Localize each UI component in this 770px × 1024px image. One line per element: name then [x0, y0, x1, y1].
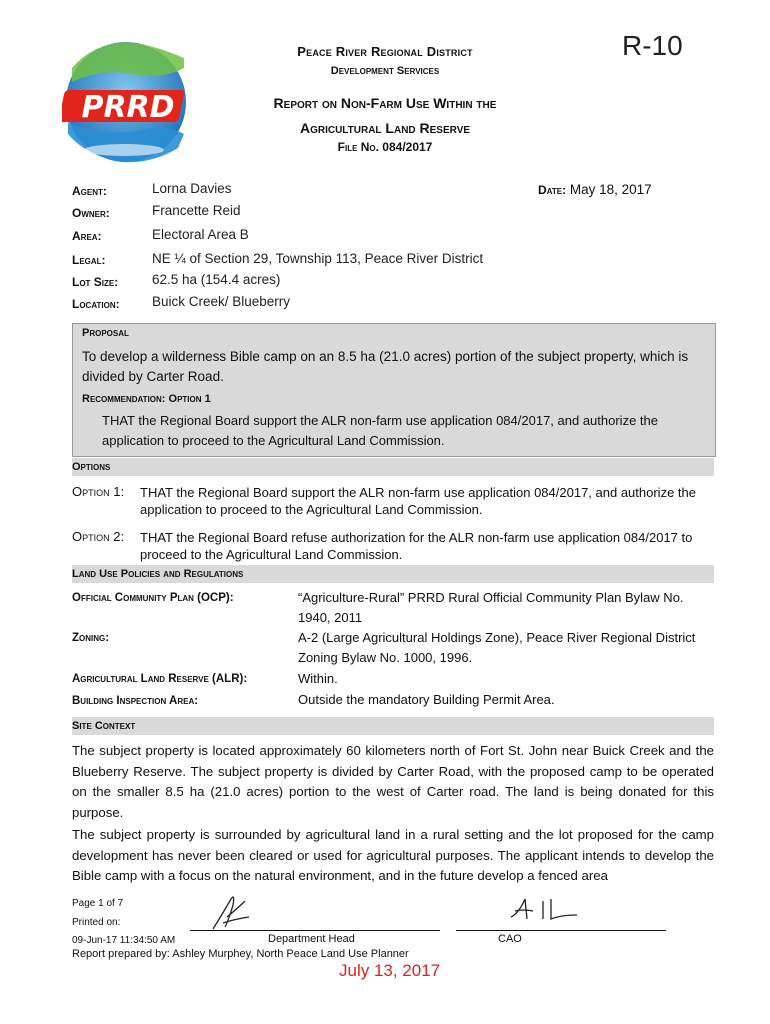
legal-value: NE ¼ of Section 29, Township 113, Peace River District	[152, 251, 484, 266]
option2-label: Option 2:	[72, 529, 125, 544]
department-head-signature	[205, 893, 265, 933]
org-name: Peace River Regional District	[297, 44, 473, 59]
date-label: Date:	[538, 183, 567, 197]
bia-value: Outside the mandatory Building Permit Area.	[298, 692, 555, 707]
zoning-value: A-2 (Large Agricultural Holdings Zone), Peace River Regional District Zoning Bylaw No. 1000, 1996.	[298, 630, 696, 665]
report-title-line1: Report on Non-Farm Use Within the	[273, 95, 497, 111]
stamp-date: July 13, 2017	[339, 961, 441, 980]
site-context-bar	[72, 717, 714, 735]
bia-label: Building Inspection Area:	[72, 695, 199, 707]
file-number: File No. 084/2017	[337, 140, 433, 154]
owner-label: Owner:	[72, 206, 110, 220]
area-value: Electoral Area B	[152, 227, 249, 242]
page-number: Page 1 of 7	[72, 898, 124, 909]
recommendation-text: THAT the Regional Board support the ALR non-farm use application 084/2017, and authorize the application to proceed to the Agricultural Land Commission.	[102, 413, 658, 448]
cao-signature	[505, 895, 595, 925]
legal-label: Legal:	[72, 253, 106, 267]
option1-label: Option 1:	[72, 484, 125, 499]
ocp-value: “Agriculture-Rural” PRRD Rural Official Community Plan Bylaw No. 1940, 2011	[298, 590, 684, 625]
cao-signature-line	[456, 930, 666, 931]
options-title: Options	[72, 461, 111, 473]
proposal-text: To develop a wilderness Bible camp on an 8.5 ha (21.0 acres) portion of the subject property, which is divided by Carter Road.	[82, 349, 689, 384]
policies-title: Land Use Policies and Regulations	[72, 568, 244, 580]
agent-value: Lorna Davies	[152, 181, 232, 196]
report-title-line2: Agricultural Land Reserve	[299, 120, 471, 136]
agent-label: Agent:	[72, 184, 107, 198]
prepared-by: Report prepared by: Ashley Murphey, North Peace Land Use Planner	[72, 948, 409, 960]
area-label: Area:	[72, 229, 102, 243]
lot-size-label: Lot Size:	[72, 275, 119, 289]
zoning-label: Zoning:	[72, 632, 110, 644]
owner-value: Francette Reid	[152, 203, 241, 218]
report-number: R-10	[622, 30, 683, 61]
location-label: Location:	[72, 297, 120, 311]
site-context-para1: The subject property is located approximately 60 kilometers north of Fort St. John near Buick Creek and the Blueberry Reserve. The subject property is divided by Carter Road, with the proposed camp to be operated on the smaller 8.5 ha (21.0 acres) portion to the west of Carter road. The land is being donated for this purpose.	[72, 743, 714, 820]
site-context-title: Site Context	[72, 720, 136, 732]
svg-text:PRRD: PRRD	[81, 90, 175, 125]
ocp-label: Official Community Plan (OCP):	[72, 592, 234, 604]
date-value: May 18, 2017	[569, 182, 652, 197]
alr-value: Within.	[298, 671, 338, 686]
site-context-para2: The subject property is surrounded by agricultural land in a rural setting and the lot proposed for the camp development has never been cleared or used for agricultural purposes. The applicant intends to develop the Bible camp with a focus on the natural environment, and in the future develop a fenced area	[72, 827, 714, 883]
department-name: Development Services	[330, 65, 440, 77]
report-title	[0, 91, 770, 141]
lot-size-value: 62.5 ha (154.4 acres)	[152, 272, 281, 287]
alr-label: Agricultural Land Reserve (ALR):	[72, 673, 248, 685]
report-date	[538, 182, 652, 197]
option1-text: THAT the Regional Board support the ALR non-farm use application 084/2017, and authorize the application to proceed to the Agricultural Land Commission.	[140, 485, 696, 517]
location-value: Buick Creek/ Blueberry	[152, 294, 291, 309]
options-bar	[72, 458, 714, 476]
recommendation-title: Recommendation: Option 1	[82, 393, 211, 405]
printed-date: 09-Jun-17 11:34:50 AM	[72, 935, 176, 946]
printed-on-label: Printed on:	[72, 917, 121, 928]
department-head-caption: Department Head	[268, 933, 355, 945]
option2-text: THAT the Regional Board refuse authorization for the ALR non-farm use application 084/2017 to proceed to the Agricultural Land Commission.	[140, 530, 693, 562]
dept-head-signature-line	[190, 930, 440, 931]
cao-caption: CAO	[498, 933, 522, 945]
proposal-title: Proposal	[82, 327, 129, 339]
